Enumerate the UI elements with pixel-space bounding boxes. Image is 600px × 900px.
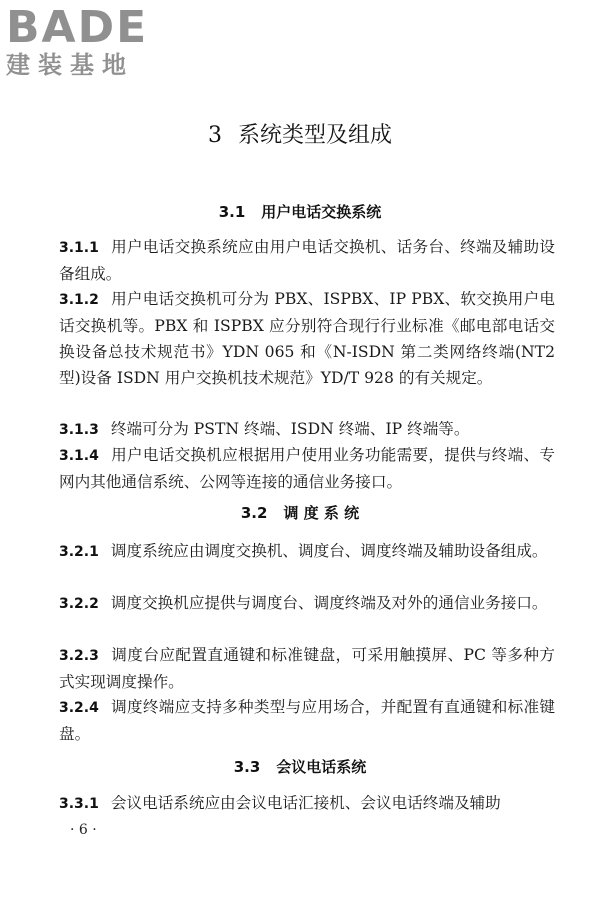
section-heading-3-3 <box>0 756 600 777</box>
clause-number: 3.3.1 <box>59 796 99 812</box>
clause-3-2-1 <box>59 538 555 565</box>
clause-number: 3.2.4 <box>59 700 99 716</box>
section-number: 3.1 <box>218 203 246 221</box>
clause-3-1-3 <box>59 416 555 443</box>
clause-text: 调度台应配置直通键和标准键盘，可采用触摸屏、PC 等多种方式实现调度操作。 <box>59 646 555 691</box>
clause-number: 3.1.4 <box>59 448 99 464</box>
clause-text: 会议电话系统应由会议电话汇接机、会议电话终端及辅助 <box>110 794 501 812</box>
clause-3-1-1 <box>59 234 555 287</box>
clause-text: 调度终端应支持多种类型与应用场合，并配置有直通键和标准键盘。 <box>59 698 555 743</box>
chapter-number: 3 <box>207 123 222 148</box>
clause-number: 3.1.3 <box>59 422 99 438</box>
clause-number: 3.2.1 <box>59 544 99 560</box>
clause-text: 用户电话交换机应根据用户使用业务功能需要，提供与终端、专网内其他通信系统、公网等连接的通信业务接口。 <box>59 446 555 491</box>
clause-3-1-4 <box>59 442 555 495</box>
section-number: 3.3 <box>233 758 261 776</box>
section-heading-3-2 <box>0 502 600 523</box>
clause-text: 调度交换机应提供与调度台、调度终端及对外的通信业务接口。 <box>110 594 548 612</box>
clause-3-3-1 <box>59 790 555 817</box>
chapter-title: 系统类型及组成 <box>237 123 392 148</box>
clause-3-2-2 <box>59 590 555 617</box>
clause-3-2-3 <box>59 642 555 695</box>
section-heading-3-1 <box>0 201 600 222</box>
section-number: 3.2 <box>240 504 268 522</box>
clause-number: 3.2.2 <box>59 596 99 612</box>
clause-text: 用户电话交换系统应由用户电话交换机、话务台、终端及辅助设备组成。 <box>59 238 555 283</box>
section-title: 调 度 系 统 <box>283 504 360 522</box>
clause-text: 调度系统应由调度交换机、调度台、调度终端及辅助设备组成。 <box>110 542 548 560</box>
logo-subtitle: 建装基地 <box>6 51 134 79</box>
clause-number: 3.1.1 <box>59 240 99 256</box>
clause-text: 终端可分为 PSTN 终端、ISDN 终端、IP 终端等。 <box>110 420 470 438</box>
clause-text: 用户电话交换机可分为 PBX、ISPBX、IP PBX、软交换用户电话交换机等。PBX 和 ISPBX 应分别符合现行行业标准《邮电部电话交换设备总技术规范书》YDN 065 和《N-ISDN 第二类网络终端(NT2 型)设备 ISDN 用户交换机技术规范》YD/T 928 的有关规定。 <box>59 290 555 387</box>
clause-3-1-2 <box>59 286 555 391</box>
clause-number: 3.1.2 <box>59 292 99 308</box>
publisher-logo <box>6 2 176 80</box>
clause-number: 3.2.3 <box>59 648 99 664</box>
section-title: 会议电话系统 <box>276 758 367 776</box>
clause-3-2-4 <box>59 694 555 747</box>
logo-brand: BADE <box>6 2 149 53</box>
page-number: · 6 · <box>70 822 97 838</box>
section-title: 用户电话交换系统 <box>261 203 382 221</box>
chapter-heading <box>0 118 600 149</box>
